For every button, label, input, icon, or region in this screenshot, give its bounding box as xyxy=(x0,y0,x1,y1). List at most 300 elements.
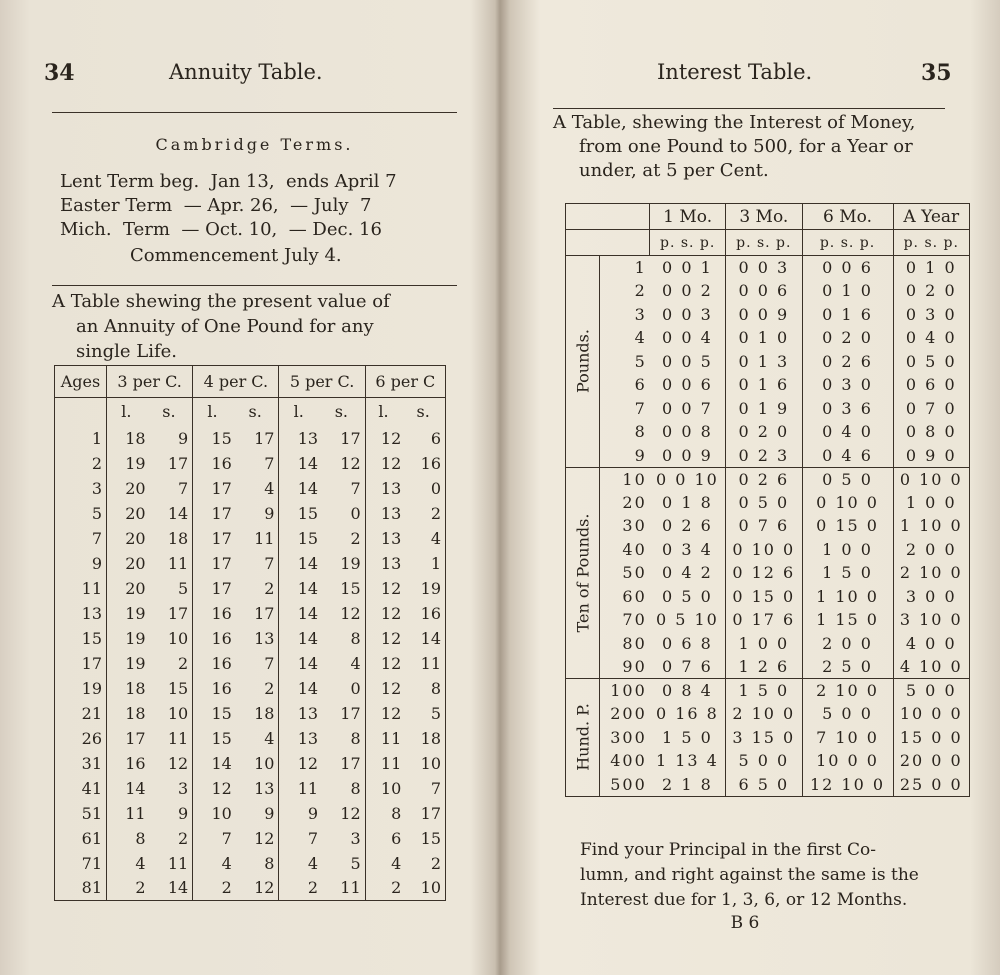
interest-cell: 0 0 6 xyxy=(802,256,893,280)
value-cell: 14 xyxy=(297,578,319,598)
interest-cell: 0 0 1 xyxy=(650,256,726,280)
caption-line: under, at 5 per Cent. xyxy=(579,160,769,181)
commencement-line: Commencement July 4. xyxy=(130,245,342,266)
table-row xyxy=(566,420,970,444)
value-cell: 11 xyxy=(380,753,402,773)
value-cell: 18 xyxy=(236,701,279,726)
value-cell: 14 xyxy=(211,753,232,773)
interest-cell: 7 10 0 xyxy=(802,726,893,750)
value-cell: 9 xyxy=(236,501,279,526)
interest-cell: 0 2 0 xyxy=(905,281,957,301)
table-row xyxy=(55,626,446,651)
value-cell: 12 xyxy=(297,753,319,773)
value-cell: 5 xyxy=(322,851,365,876)
running-head: Annuity Table. xyxy=(169,60,323,84)
table-row xyxy=(566,655,970,679)
table-row xyxy=(566,256,970,280)
value-cell: 20 xyxy=(125,553,146,573)
table-row xyxy=(55,751,446,776)
value-cell: 17 xyxy=(211,528,232,548)
value-cell: 11 xyxy=(150,851,193,876)
value-cell: 17 xyxy=(211,578,232,598)
value-cell: 14 xyxy=(297,678,319,698)
value-cell: 16 xyxy=(211,628,232,648)
value-cell: 12 xyxy=(150,751,193,776)
table-row xyxy=(55,476,446,501)
principal-cell: 300 xyxy=(610,727,647,747)
value-cell: 2 xyxy=(236,576,279,601)
footnote-line: Find your Principal in the first Co- xyxy=(580,840,876,860)
interest-cell: 0 10 0 xyxy=(893,467,969,491)
interest-cell: 0 0 9 xyxy=(726,303,802,327)
age-cell: 17 xyxy=(55,651,107,676)
value-cell: 8 xyxy=(322,726,365,751)
value-cell: 12 xyxy=(236,876,279,901)
value-cell: 4 xyxy=(307,853,319,873)
unit-label: p. s. p. xyxy=(726,230,802,256)
unit-label: s. xyxy=(322,398,365,426)
interest-cell: 0 10 0 xyxy=(802,491,893,515)
principal-cell: 8 xyxy=(634,422,647,442)
interest-cell: 0 1 0 xyxy=(893,256,969,280)
value-cell: 13 xyxy=(297,428,319,448)
interest-cell: 0 2 3 xyxy=(726,444,802,468)
interest-cell: 1 5 0 xyxy=(726,679,802,703)
interest-cell: 0 3 0 xyxy=(905,304,957,324)
table-row xyxy=(566,561,970,585)
interest-cell: 2 10 0 xyxy=(726,702,802,726)
column-header: Ages xyxy=(55,366,107,398)
table-row xyxy=(55,851,446,876)
value-cell: 10 xyxy=(380,778,402,798)
interest-cell: 0 0 3 xyxy=(650,303,726,327)
value-cell: 12 xyxy=(322,601,365,626)
value-cell: 16 xyxy=(420,603,441,623)
interest-cell: 0 0 7 xyxy=(650,397,726,421)
footnote-line: lumn, and right against the same is the xyxy=(580,865,919,885)
age-cell: 81 xyxy=(55,876,107,901)
value-cell: 19 xyxy=(125,653,146,673)
interest-cell: 0 1 3 xyxy=(726,350,802,374)
interest-cell: 0 1 9 xyxy=(726,397,802,421)
value-cell: 17 xyxy=(150,601,193,626)
interest-cell: 0 3 6 xyxy=(802,397,893,421)
table-row xyxy=(566,514,970,538)
value-cell: 20 xyxy=(125,528,146,548)
interest-cell: 2 10 0 xyxy=(802,679,893,703)
interest-cell: 0 2 0 xyxy=(726,420,802,444)
age-cell: 19 xyxy=(55,676,107,701)
age-cell: 7 xyxy=(55,526,107,551)
value-cell: 2 xyxy=(430,503,441,523)
value-cell: 12 xyxy=(211,778,232,798)
value-cell: 10 xyxy=(150,626,193,651)
value-cell: 13 xyxy=(236,776,279,801)
value-cell: 16 xyxy=(211,603,232,623)
value-cell: 4 xyxy=(236,726,279,751)
value-cell: 12 xyxy=(236,826,279,851)
interest-cell: 0 5 0 xyxy=(905,351,957,371)
value-cell: 15 xyxy=(211,428,232,448)
table-row xyxy=(566,326,970,350)
principal-cell: 2 xyxy=(634,281,647,301)
interest-cell: 1 15 0 xyxy=(802,608,893,632)
principal-cell: 50 xyxy=(622,563,647,583)
value-cell: 17 xyxy=(322,751,365,776)
table-row xyxy=(55,876,446,901)
unit-label: p. s. p. xyxy=(650,230,726,256)
unit-label: s. xyxy=(236,398,279,426)
interest-cell: 0 9 0 xyxy=(905,445,957,465)
interest-cell: 25 0 0 xyxy=(899,774,963,794)
value-cell: 15 xyxy=(420,828,441,848)
value-cell: 2 xyxy=(221,878,232,898)
unit-label: l. xyxy=(378,402,389,422)
interest-cell: 1 13 4 xyxy=(650,749,726,773)
table-row xyxy=(566,303,970,327)
principal-cell: 80 xyxy=(622,633,647,653)
value-cell: 17 xyxy=(236,601,279,626)
value-cell: 7 xyxy=(221,828,232,848)
cambridge-terms-box xyxy=(52,112,457,280)
unit-label: l. xyxy=(121,402,132,422)
principal-cell: 9 xyxy=(634,445,647,465)
interest-caption xyxy=(553,108,945,183)
right-page xyxy=(505,20,985,955)
value-cell: 19 xyxy=(125,628,146,648)
value-cell: 2 xyxy=(150,826,193,851)
value-cell: 19 xyxy=(125,603,146,623)
value-cell: 20 xyxy=(125,503,146,523)
value-cell: 2 xyxy=(135,878,146,898)
interest-cell: 2 5 0 xyxy=(802,655,893,679)
interest-cell: 0 0 4 xyxy=(650,326,726,350)
interest-cell: 0 0 6 xyxy=(726,279,802,303)
interest-cell: 0 1 0 xyxy=(726,326,802,350)
age-cell: 5 xyxy=(55,501,107,526)
caption-line: single Life. xyxy=(76,341,177,362)
interest-cell: 0 8 4 xyxy=(650,679,726,703)
value-cell: 18 xyxy=(125,703,146,723)
value-cell: 9 xyxy=(307,803,319,823)
interest-cell: 1 5 0 xyxy=(650,726,726,750)
value-cell: 7 xyxy=(150,476,193,501)
principal-cell: 3 xyxy=(634,304,647,324)
interest-cell: 0 8 0 xyxy=(905,422,957,442)
value-cell: 0 xyxy=(322,501,365,526)
principal-cell: 1 xyxy=(600,256,650,280)
interest-cell: 0 15 0 xyxy=(802,514,893,538)
interest-cell: 0 5 0 xyxy=(650,585,726,609)
age-cell: 3 xyxy=(55,476,107,501)
left-page xyxy=(14,20,484,955)
principal-cell: 4 xyxy=(634,328,647,348)
value-cell: 4 xyxy=(322,651,365,676)
value-cell: 10 xyxy=(150,701,193,726)
principal-cell: 100 xyxy=(600,679,650,703)
value-cell: 8 xyxy=(322,776,365,801)
value-cell: 14 xyxy=(297,628,319,648)
age-cell: 11 xyxy=(55,576,107,601)
interest-cell: 0 4 0 xyxy=(905,328,957,348)
table-row xyxy=(566,350,970,374)
value-cell: 17 xyxy=(211,478,232,498)
value-cell: 15 xyxy=(211,703,232,723)
interest-cell: 0 0 8 xyxy=(650,420,726,444)
table-row xyxy=(566,491,970,515)
value-cell: 18 xyxy=(420,728,441,748)
interest-table xyxy=(565,203,970,797)
term-line: Easter Term — Apr. 26, — July 7 xyxy=(60,195,372,216)
table-row xyxy=(566,585,970,609)
table-row xyxy=(55,801,446,826)
table-row xyxy=(55,551,446,576)
annuity-table xyxy=(54,365,446,901)
value-cell: 11 xyxy=(380,728,402,748)
table-row xyxy=(55,501,446,526)
table-row xyxy=(55,676,446,701)
value-cell: 14 xyxy=(297,453,319,473)
interest-cell: 0 0 9 xyxy=(650,444,726,468)
value-cell: 11 xyxy=(322,876,365,901)
table-row xyxy=(55,426,446,451)
value-cell: 4 xyxy=(135,853,146,873)
age-cell: 9 xyxy=(55,551,107,576)
value-cell: 17 xyxy=(211,503,232,523)
table-row xyxy=(566,726,970,750)
interest-cell: 0 10 0 xyxy=(726,538,802,562)
value-cell: 14 xyxy=(125,778,146,798)
value-cell: 17 xyxy=(150,451,193,476)
value-cell: 16 xyxy=(211,653,232,673)
annuity-table-body xyxy=(55,398,446,901)
age-cell: 61 xyxy=(55,826,107,851)
interest-cell: 1 0 0 xyxy=(802,538,893,562)
interest-cell: 15 0 0 xyxy=(899,727,963,747)
value-cell: 11 xyxy=(125,803,146,823)
value-cell: 12 xyxy=(380,678,402,698)
value-cell: 4 xyxy=(430,528,441,548)
value-cell: 19 xyxy=(420,578,441,598)
interest-cell: 0 4 2 xyxy=(650,561,726,585)
table-row xyxy=(55,601,446,626)
interest-cell: 3 15 0 xyxy=(726,726,802,750)
value-cell: 17 xyxy=(211,553,232,573)
value-cell: 12 xyxy=(380,453,402,473)
interest-cell: 10 0 0 xyxy=(802,749,893,773)
table-row xyxy=(566,773,970,797)
principal-cell: 5 xyxy=(634,351,647,371)
interest-cell: 3 0 0 xyxy=(905,586,957,606)
age-cell: 41 xyxy=(55,776,107,801)
principal-cell: 40 xyxy=(622,539,647,559)
table-row xyxy=(55,701,446,726)
value-cell: 18 xyxy=(125,428,146,448)
value-cell: 2 xyxy=(430,853,441,873)
value-cell: 11 xyxy=(236,526,279,551)
page-number: 35 xyxy=(921,60,952,86)
group-label-cell xyxy=(566,679,600,797)
value-cell: 4 xyxy=(391,853,402,873)
caption-line: from one Pound to 500, for a Year or xyxy=(579,136,913,157)
interest-cell: 0 1 8 xyxy=(650,491,726,515)
principal-cell: 400 xyxy=(610,751,647,771)
value-cell: 10 xyxy=(420,878,441,898)
interest-cell: 0 0 2 xyxy=(650,279,726,303)
value-cell: 8 xyxy=(430,678,441,698)
interest-cell: 0 4 6 xyxy=(802,444,893,468)
age-cell: 71 xyxy=(55,851,107,876)
value-cell: 2 xyxy=(236,676,279,701)
interest-cell: 0 6 8 xyxy=(650,632,726,656)
value-cell: 16 xyxy=(125,753,146,773)
value-cell: 12 xyxy=(380,703,402,723)
terms-heading: Cambridge Terms. xyxy=(155,135,354,154)
value-cell: 7 xyxy=(430,778,441,798)
term-line: Mich. Term — Oct. 10, — Dec. 16 xyxy=(60,219,382,240)
group-label: Pounds. xyxy=(573,329,592,394)
interest-cell: 0 1 0 xyxy=(802,279,893,303)
table-row xyxy=(566,397,970,421)
value-cell: 13 xyxy=(380,503,402,523)
age-cell: 15 xyxy=(55,626,107,651)
interest-cell: 2 0 0 xyxy=(802,632,893,656)
table-row xyxy=(566,373,970,397)
column-header: A Year xyxy=(893,204,969,230)
value-cell: 14 xyxy=(297,653,319,673)
interest-cell: 0 16 8 xyxy=(650,702,726,726)
value-cell: 10 xyxy=(211,803,232,823)
value-cell: 4 xyxy=(221,853,232,873)
interest-cell: 0 7 6 xyxy=(726,514,802,538)
value-cell: 19 xyxy=(322,551,365,576)
table-row xyxy=(566,279,970,303)
interest-cell: 0 2 0 xyxy=(802,326,893,350)
value-cell: 13 xyxy=(380,553,402,573)
value-cell: 12 xyxy=(380,653,402,673)
unit-label: p. s. p. xyxy=(802,230,893,256)
unit-label: s. xyxy=(416,402,430,422)
annuity-caption xyxy=(52,285,457,364)
interest-cell: 0 3 4 xyxy=(650,538,726,562)
interest-cell: 10 0 0 xyxy=(899,704,963,724)
table-row xyxy=(566,632,970,656)
interest-cell: 0 0 6 xyxy=(650,373,726,397)
interest-cell: 0 5 0 xyxy=(726,491,802,515)
interest-cell: 3 10 0 xyxy=(899,610,963,630)
value-cell: 20 xyxy=(125,578,146,598)
value-cell: 15 xyxy=(297,528,319,548)
interest-cell: 4 0 0 xyxy=(905,633,957,653)
value-cell: 8 xyxy=(391,803,402,823)
value-cell: 17 xyxy=(236,426,279,451)
table-row xyxy=(566,608,970,632)
value-cell: 13 xyxy=(297,728,319,748)
unit-label: s. xyxy=(150,398,193,426)
value-cell: 17 xyxy=(322,426,365,451)
value-cell: 16 xyxy=(420,453,441,473)
value-cell: 7 xyxy=(236,451,279,476)
value-cell: 17 xyxy=(125,728,146,748)
age-cell: 13 xyxy=(55,601,107,626)
table-row xyxy=(55,726,446,751)
interest-cell: 0 4 0 xyxy=(802,420,893,444)
interest-cell: 0 0 10 xyxy=(650,467,726,491)
value-cell: 17 xyxy=(420,803,441,823)
interest-cell: 2 10 0 xyxy=(899,563,963,583)
interest-cell: 0 5 10 xyxy=(650,608,726,632)
value-cell: 18 xyxy=(125,678,146,698)
value-cell: 3 xyxy=(150,776,193,801)
value-cell: 11 xyxy=(150,551,193,576)
interest-cell: 1 0 0 xyxy=(726,632,802,656)
interest-table-body xyxy=(566,230,970,797)
page-number: 34 xyxy=(44,60,75,86)
table-row xyxy=(566,749,970,773)
value-cell: 12 xyxy=(380,578,402,598)
footnote xyxy=(580,838,960,913)
interest-cell: 1 5 0 xyxy=(802,561,893,585)
principal-cell: 500 xyxy=(610,774,647,794)
value-cell: 2 xyxy=(307,878,319,898)
column-header: 3 per C. xyxy=(107,366,193,398)
value-cell: 10 xyxy=(236,751,279,776)
value-cell: 8 xyxy=(135,828,146,848)
value-cell: 0 xyxy=(430,478,441,498)
value-cell: 17 xyxy=(322,701,365,726)
value-cell: 19 xyxy=(125,453,146,473)
value-cell: 7 xyxy=(236,651,279,676)
value-cell: 14 xyxy=(420,628,441,648)
interest-cell: 0 2 6 xyxy=(726,467,802,491)
caption-line: an Annuity of One Pound for any xyxy=(76,316,374,337)
unit-label: l. xyxy=(207,402,218,422)
table-row xyxy=(55,576,446,601)
value-cell: 11 xyxy=(150,726,193,751)
value-cell: 13 xyxy=(236,626,279,651)
group-label: Hund. P. xyxy=(573,703,592,772)
interest-cell: 0 7 0 xyxy=(905,398,957,418)
age-cell: 2 xyxy=(55,451,107,476)
interest-cell: 1 10 0 xyxy=(802,585,893,609)
value-cell: 14 xyxy=(150,876,193,901)
value-cell: 6 xyxy=(430,428,441,448)
interest-cell: 0 1 6 xyxy=(802,303,893,327)
interest-cell: 2 0 0 xyxy=(905,539,957,559)
value-cell: 7 xyxy=(322,476,365,501)
age-cell: 31 xyxy=(55,751,107,776)
value-cell: 7 xyxy=(236,551,279,576)
value-cell: 15 xyxy=(322,576,365,601)
principal-cell: 7 xyxy=(634,398,647,418)
interest-cell: 0 2 6 xyxy=(650,514,726,538)
age-cell: 51 xyxy=(55,801,107,826)
value-cell: 13 xyxy=(297,703,319,723)
value-cell: 13 xyxy=(380,528,402,548)
value-cell: 11 xyxy=(420,653,441,673)
value-cell: 9 xyxy=(150,801,193,826)
value-cell: 1 xyxy=(430,553,441,573)
running-head: Interest Table. xyxy=(657,60,813,84)
group-label-cell xyxy=(566,467,600,679)
interest-cell: 0 7 6 xyxy=(650,655,726,679)
unit-label: p. s. p. xyxy=(893,230,969,256)
interest-cell: 6 5 0 xyxy=(726,773,802,797)
interest-cell: 0 1 6 xyxy=(726,373,802,397)
interest-cell: 12 10 0 xyxy=(802,773,893,797)
value-cell: 16 xyxy=(211,678,232,698)
interest-cell: 2 1 8 xyxy=(650,773,726,797)
